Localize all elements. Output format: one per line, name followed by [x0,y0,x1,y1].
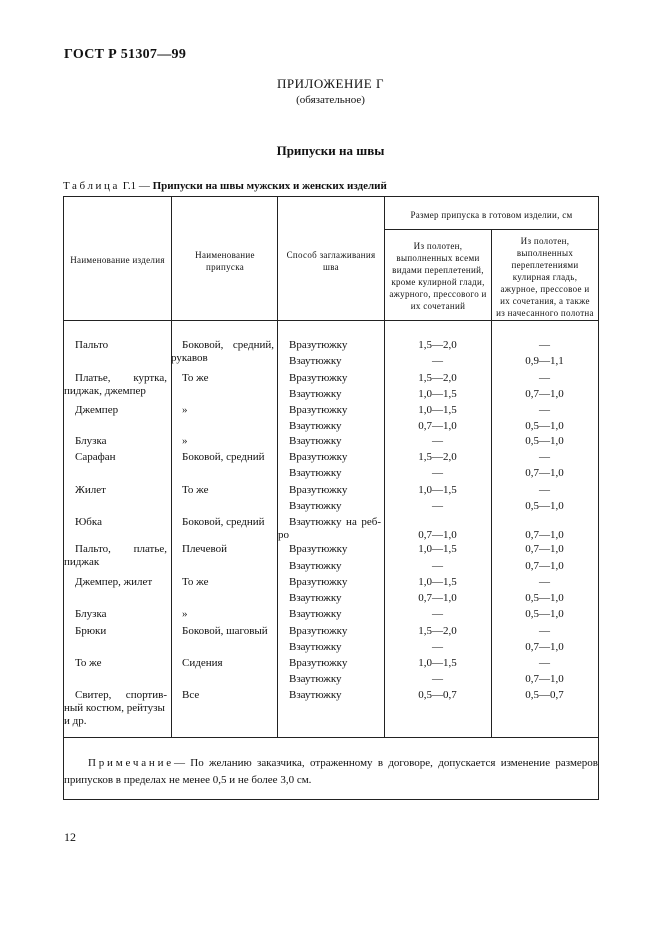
table-method: ро [278,529,289,541]
note-text: — По желанию заказчика, отраженному в договоре, допускается изменение размеров припусков в пределах не менее 0,5 и не более 3,0 см. [64,757,598,786]
table-method: Вразутюжку [289,451,348,463]
table-allowance-name: Все [182,689,200,701]
table-item-name: и др. [64,715,87,727]
appendix-status: (обязательное) [296,94,365,106]
note-label: Примечание [88,757,174,769]
table-size-value: 1,5—2,0 [418,625,457,637]
table-size-value: — [539,625,550,637]
table-item-name: Пальто, платье, [75,543,167,555]
table-method: Взаутюжку [289,500,342,512]
table-size-value: 0,5—1,0 [525,608,564,620]
table-caption-label: Таблица [63,180,120,192]
table-item-name: Юбка [75,516,102,528]
table-size-value: 0,7—1,0 [525,560,564,572]
table-item-name: Джемпер, жилет [75,576,153,588]
table-method: Вразутюжку [289,625,348,637]
table-size-value: 0,5—0,7 [525,689,564,701]
table-size-value: 1,5—2,0 [418,451,457,463]
table-allowance-name: То же [182,484,209,496]
table-allowance-name: Боковой, средний, [182,339,274,351]
table-allowance-name: » [182,404,188,416]
table-method: Взаутюжку [289,673,342,685]
table-rule [64,320,599,321]
table-method: Взаутюжку на реб- [289,516,381,528]
table-size-value: — [432,673,443,685]
table-size-value: 0,7—1,0 [525,641,564,653]
table-item-name: Пальто [75,339,109,351]
table-size-value: — [432,500,443,512]
table-item-name: Свитер, спортив- [75,689,167,701]
table-item-name: Платье, куртка, [75,372,167,384]
table-item-name: То же [75,657,102,669]
table-method: Взаутюжку [289,435,342,447]
table-rule [277,197,278,737]
table-size-value: 1,0—1,5 [418,657,457,669]
table-size-value: 1,0—1,5 [418,404,457,416]
table-allowance-name: Сидения [182,657,223,669]
table-allowance-name: рукавов [171,352,208,364]
table-method: Взаутюжку [289,388,342,400]
table-size-value: — [539,576,550,588]
table-size-value: — [539,372,550,384]
table-method: Вразутюжку [289,404,348,416]
table-allowance-name: То же [182,576,209,588]
table-item-name: Блузка [75,608,107,620]
table-rule [64,737,599,738]
table-note [64,755,598,789]
table-size-value: 0,9—1,1 [525,355,564,367]
table-item-name: Сарафан [75,451,116,463]
table-allowance-name: » [182,435,188,447]
table-size-value: 0,5—1,0 [525,435,564,447]
table-method: Вразутюжку [289,484,348,496]
header-size-col2: Из полотен, выполненных переплетениями кулирная гладь, ажурное, прессовое и их сочетания, а также из начесанного полотна [496,236,594,318]
table-size-value: 0,7—1,0 [418,592,457,604]
document-code: ГОСТ Р 51307—99 [64,47,187,62]
table-size-value: — [539,404,550,416]
table-item-name: Блузка [75,435,107,447]
table-item-name: Жилет [75,484,106,496]
section-title: Припуски на швы [276,143,385,158]
table-size-value: 1,0—1,5 [418,543,457,555]
table-size-value: 1,0—1,5 [418,388,457,400]
table-method: Взаутюжку [289,420,342,432]
table-rule [384,229,599,230]
table-size-value: — [432,608,443,620]
table-caption-number: Г.1 — [122,180,150,192]
table-item-name: пиджак [64,556,100,568]
header-item-name: Наименование изделия [70,255,165,265]
table-size-value: 0,5—1,0 [525,500,564,512]
table-caption-text: Припуски на швы мужских и женских изделий [152,180,387,192]
table-caption [63,180,387,192]
table-size-value: 1,0—1,5 [418,484,457,496]
table-size-value: — [539,339,550,351]
header-size-col1: Из полотен, выполненных всеми видами переплетений, кроме кулирной глади, ажурного, прессового и их сочетаний [389,241,487,311]
table-size-value: 1,0—1,5 [418,576,457,588]
table-size-value: — [432,435,443,447]
table-method: Взаутюжку [289,355,342,367]
table-size-value: — [539,484,550,496]
table-method: Взаутюжку [289,592,342,604]
header-smoothing-method: Способ заглаживания шва [286,250,376,272]
table-allowance-name: Боковой, средний [182,451,265,463]
table-method: Взаутюжку [289,641,342,653]
table-size-value: — [432,641,443,653]
table-method: Взаутюжку [289,689,342,701]
table-item-name: пиджак, джемпер [64,385,146,397]
table-method: Взаутюжку [289,608,342,620]
table-allowance-name: Боковой, шаговый [182,625,268,637]
table-size-value: 0,7—1,0 [525,543,564,555]
table-method: Вразутюжку [289,576,348,588]
table-size-value: 1,5—2,0 [418,339,457,351]
appendix-title: ПРИЛОЖЕНИЕ Г [277,76,384,91]
table-size-value: 0,7—1,0 [525,467,564,479]
table-size-value: — [539,451,550,463]
table-size-value: — [432,467,443,479]
table-size-value: — [539,657,550,669]
table-size-value: 0,7—1,0 [418,420,457,432]
table-allowance-name: Боковой, средний [182,516,265,528]
table-rule [171,197,172,737]
table-allowance-name: Плечевой [182,543,227,555]
table-item-name: Брюки [75,625,107,637]
table-size-value: 1,5—2,0 [418,372,457,384]
table-size-value: 0,7—1,0 [525,529,564,541]
table-method: Взаутюжку [289,467,342,479]
table-allowance-name: То же [182,372,209,384]
table-size-value: 0,5—0,7 [418,689,457,701]
table-size-value: 0,7—1,0 [418,529,457,541]
table-method: Вразутюжку [289,339,348,351]
header-size-group: Размер припуска в готовом изделии, см [410,210,573,220]
table-method: Вразутюжку [289,543,348,555]
table-size-value: 0,7—1,0 [525,388,564,400]
table-size-value: — [432,560,443,572]
table-allowance-name: » [182,608,188,620]
table-method: Вразутюжку [289,372,348,384]
table-item-name: Джемпер [75,404,119,416]
header-allowance-name: Наименование припуска [195,250,255,272]
table-method: Взаутюжку [289,560,342,572]
table-size-value: 0,5—1,0 [525,420,564,432]
table-size-value: 0,7—1,0 [525,673,564,685]
table-method: Вразутюжку [289,657,348,669]
table-size-value: — [432,355,443,367]
page-number: 12 [64,830,76,844]
table-size-value: 0,5—1,0 [525,592,564,604]
table-item-name: ный костюм, рейтузы [64,702,165,714]
